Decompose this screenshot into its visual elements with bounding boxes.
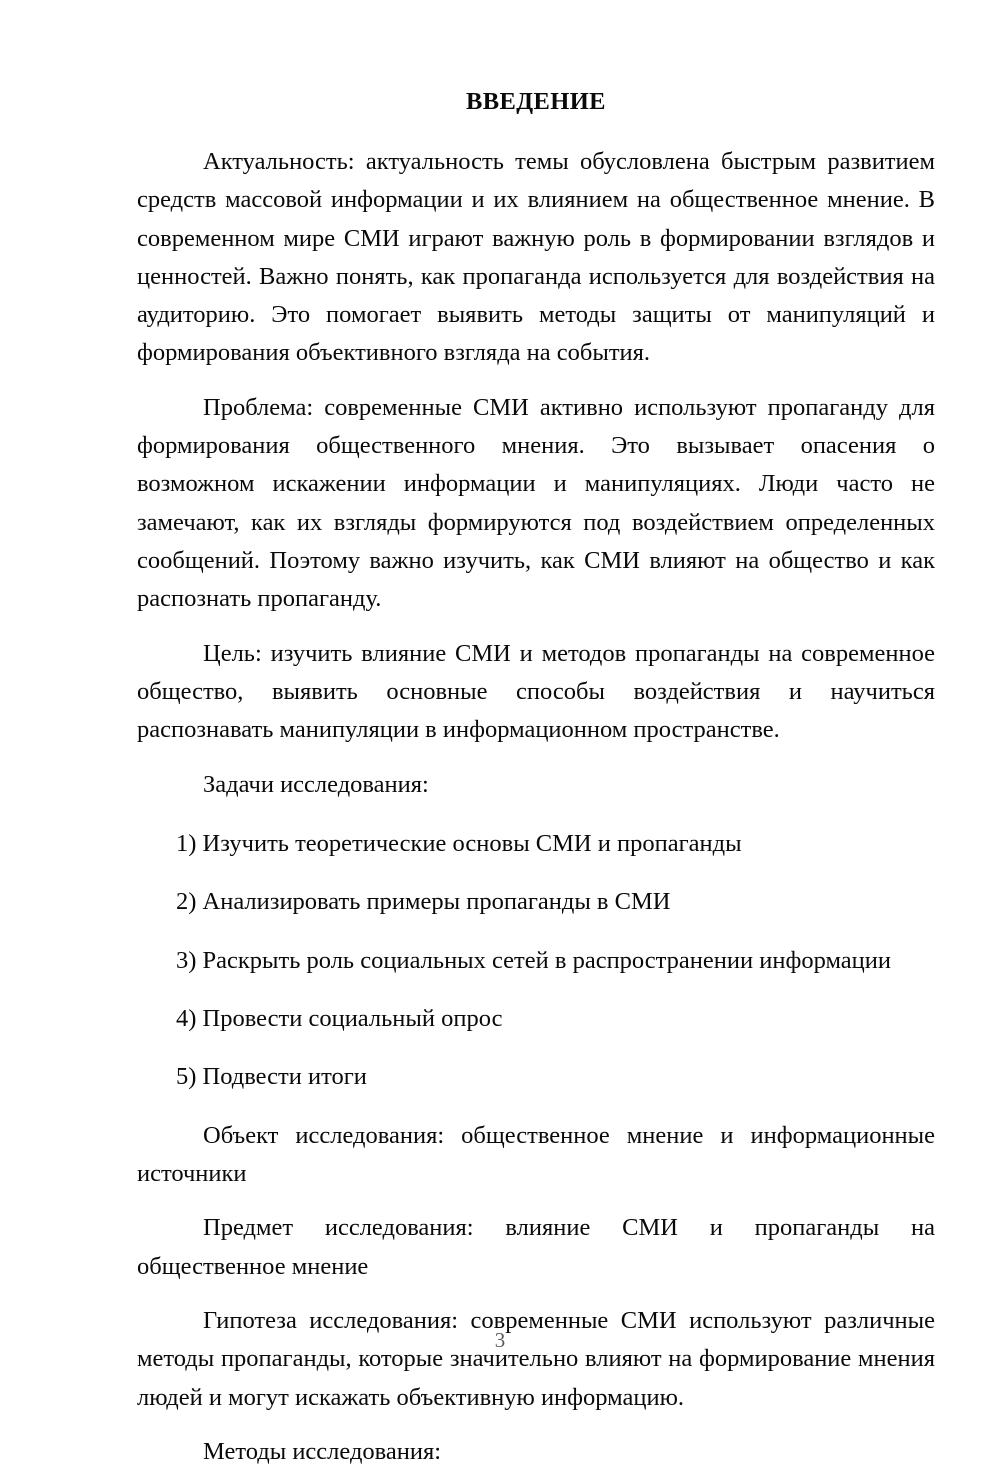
list-item: 3) Раскрыть роль социальных сетей в распространении информации [176, 946, 892, 974]
list-item: 1) Изучить теоретические основы СМИ и пропаганды [176, 830, 742, 858]
paragraph-goal: Цель: изучить влияние СМИ и методов пропаганды на современное общество, выявить основные способы воздействия и научиться распознавать манипуляции в информационном пространстве. [137, 639, 935, 744]
paragraph-problem: Проблема: современные СМИ активно используют пропаганду для формирования общественного мнения. Это вызывает опасения о возможном искажении информации и манипуляциях. Люди часто не замечают, как их взгляды формируются под воздействием определенных сообщений. Поэтому важно изучить, как СМИ влияют на общество и как распознать пропаганду. [137, 393, 935, 613]
methods-heading: Методы исследования: [203, 1438, 442, 1466]
paragraph-spacer [137, 809, 935, 820]
paragraph-subject: Предмет исследования: влияние СМИ и пропаганды на общественное мнение [137, 1214, 935, 1280]
list-item: 4) Провести социальный опрос [176, 1005, 503, 1033]
paragraph-spacer [137, 755, 935, 766]
list-item: 5) Подвести итоги [176, 1063, 367, 1091]
tasks-heading: Задачи исследования: [203, 770, 429, 798]
paragraph-spacer [137, 378, 935, 389]
paragraph-spacer [137, 1198, 935, 1209]
document-body [137, 86, 935, 1476]
page-title: ВВЕДЕНИЕ [466, 88, 606, 115]
page-number: 3 [494, 1328, 506, 1352]
paragraph-hypothesis: Гипотеза исследования: современные СМИ используют различные методы пропаганды, которые значительно влияют на формирование мнения людей и могут искажать объективную информацию. [137, 1307, 935, 1411]
paragraph-object: Объект исследования: общественное мнение и информационные источники [137, 1121, 935, 1188]
paragraph-spacer [137, 624, 935, 635]
paragraph-spacer [137, 1422, 935, 1433]
paragraph-spacer [137, 1291, 935, 1302]
paragraph-relevance: Актуальность: актуальность темы обусловлена быстрым развитием средств массовой информации и их влиянием на общественное мнение. В современном мире СМИ играют важную роль в формировании взглядов и ценностей. Важно понять, как пропаганда используется для воздействия на аудиторию. Это помогает выявить методы защиты от манипуляций и формирования объективного взгляда на события. [137, 147, 935, 367]
list-item: 2) Анализировать примеры пропаганды в СМИ [176, 888, 671, 916]
tasks-list [137, 825, 935, 1097]
